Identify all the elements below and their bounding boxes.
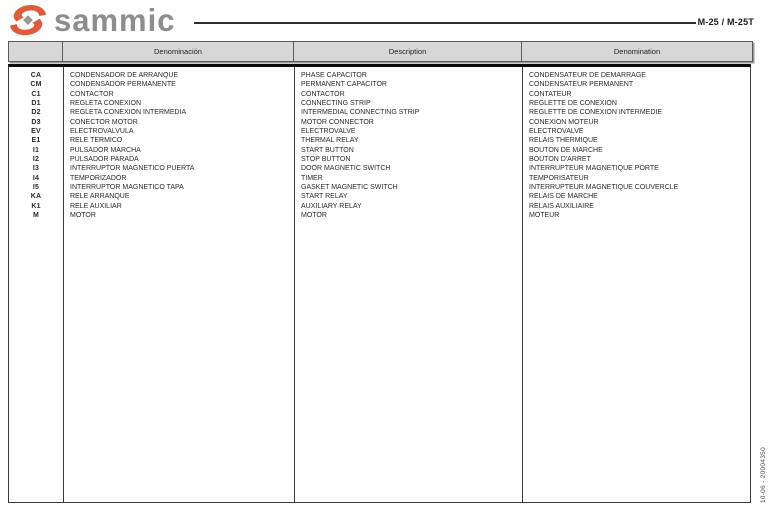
header-cell-denomination: Denomination <box>613 47 661 56</box>
table-row <box>9 155 750 164</box>
table-row <box>9 192 750 201</box>
denomination-cell: CONDENSATEUR PERMANENT <box>529 81 634 89</box>
table-row <box>9 183 750 192</box>
code-cell: I1 <box>32 146 40 154</box>
description-cell: GASKET MAGNETIC SWITCH <box>301 184 398 192</box>
description-cell: MOTOR CONNECTOR <box>301 118 374 126</box>
denominacion-cell: ELECTROVALVULA <box>70 128 134 136</box>
document-reference: 10-06 - 20004350 <box>760 446 767 503</box>
table-row <box>9 127 750 136</box>
denominacion-cell: CONDENSADOR DE ARRANQUE <box>70 72 179 79</box>
description-cell: MOTOR <box>301 212 327 220</box>
code-cell: K1 <box>31 202 41 210</box>
denomination-cell: ELECTROVALVE <box>529 128 584 136</box>
denomination-cell: INTERRUPTEUR MAGNETIQUE PORTE <box>529 165 659 173</box>
denomination-cell: CONTATEUR <box>529 90 572 98</box>
sammic-s-icon <box>8 3 48 39</box>
denominacion-cell: PULSADOR MARCHA <box>70 146 141 154</box>
code-cell: I4 <box>32 174 40 182</box>
table-row <box>9 164 750 173</box>
code-cell: D1 <box>31 100 41 108</box>
denominacion-cell: RELE ARRANQUE <box>70 193 130 201</box>
parts-table <box>8 64 751 503</box>
code-cell: I5 <box>32 184 40 192</box>
denomination-cell: INTERRUPTEUR MAGNETIQUE COUVERCLE <box>529 184 679 192</box>
table-row <box>9 136 750 145</box>
denomination-cell: BOUTON D'ARRET <box>529 156 591 164</box>
brand-name: sammic <box>54 2 176 39</box>
table-row <box>9 146 750 155</box>
table-row <box>9 118 750 127</box>
denomination-cell: RELAIS DE MARCHE <box>529 193 598 201</box>
description-cell: THERMAL RELAY <box>301 137 359 145</box>
denomination-cell: CONDENSATEUR DE DEMARRAGE <box>529 72 646 79</box>
denominacion-cell: INTERRUPTOR MAGNETICO TAPA <box>70 184 184 192</box>
table-rows <box>9 71 750 221</box>
denomination-cell: CONEXION MOTEUR <box>529 118 599 126</box>
denominacion-cell: CONECTOR MOTOR <box>70 118 138 126</box>
denomination-cell: REGLETTE DE CONEXION <box>529 100 617 108</box>
code-cell: E1 <box>31 137 41 145</box>
denomination-cell: TEMPORISATEUR <box>529 174 589 182</box>
description-cell: DOOR MAGNETIC SWITCH <box>301 165 391 173</box>
model-label: M-25 / M-25T <box>697 17 754 27</box>
table-row <box>9 108 750 117</box>
denominacion-cell: CONDENSADOR PERMANENTE <box>70 81 176 89</box>
denominacion-cell: TEMPORIZADOR <box>70 174 127 182</box>
denomination-cell: RELAIS THERMIQUE <box>529 137 598 145</box>
description-cell: AUXILIARY RELAY <box>301 202 362 210</box>
code-cell: EV <box>31 128 41 136</box>
denomination-cell: RELAIS AUXILIAIRE <box>529 202 594 210</box>
code-cell: I2 <box>32 156 40 164</box>
code-cell: C1 <box>31 90 41 98</box>
denominacion-cell: REGLETA CONEXION <box>70 100 142 108</box>
table-header-row <box>8 41 753 62</box>
code-cell: I3 <box>32 165 40 173</box>
description-cell: INTERMEDIAL CONNECTING STRIP <box>301 109 420 117</box>
code-cell: CA <box>30 72 42 79</box>
description-cell: ELECTROVALVE <box>301 128 356 136</box>
description-cell: CONNECTING STRIP <box>301 100 371 108</box>
denominacion-cell: REGLETA CONEXION INTERMEDIA <box>70 109 187 117</box>
code-cell: CM <box>30 81 42 89</box>
denomination-cell: REGLETTE DE CONEXION INTERMEDIE <box>529 109 663 117</box>
code-cell: KA <box>30 193 42 201</box>
description-cell: START RELAY <box>301 193 348 201</box>
code-cell: M <box>32 212 40 220</box>
denominacion-cell: RELE TERMICO <box>70 137 123 145</box>
denominacion-cell: MOTOR <box>70 212 96 220</box>
table-row <box>9 174 750 183</box>
description-cell: STOP BUTTON <box>301 156 351 164</box>
header-rule <box>194 22 696 24</box>
code-cell: D2 <box>31 109 41 117</box>
denomination-cell: MOTEUR <box>529 212 560 220</box>
denominacion-cell: INTERRUPTOR MAGNETICO PUERTA <box>70 165 195 173</box>
table-row <box>9 99 750 108</box>
table-row <box>9 211 750 220</box>
description-cell: PERMANENT CAPACITOR <box>301 81 387 89</box>
denominacion-cell: CONTACTOR <box>70 90 114 98</box>
description-cell: PHASE CAPACITOR <box>301 72 367 79</box>
header-cell-denominacion: Denominación <box>63 42 294 61</box>
description-cell: START BUTTON <box>301 146 354 154</box>
brand-logo <box>8 3 175 39</box>
description-cell: CONTACTOR <box>301 90 345 98</box>
denominacion-cell: RELE AUXILIAR <box>70 202 122 210</box>
table-row <box>9 90 750 99</box>
table-row <box>9 80 750 89</box>
denominacion-cell: PULSADOR PARADA <box>70 156 139 164</box>
description-cell: TIMER <box>301 174 323 182</box>
header-cell-code <box>9 42 63 61</box>
denomination-cell: BOUTON DE MARCHE <box>529 146 603 154</box>
table-row <box>9 202 750 211</box>
code-cell: D3 <box>31 118 41 126</box>
header-cell-description: Description <box>294 42 522 61</box>
table-row <box>9 71 750 80</box>
